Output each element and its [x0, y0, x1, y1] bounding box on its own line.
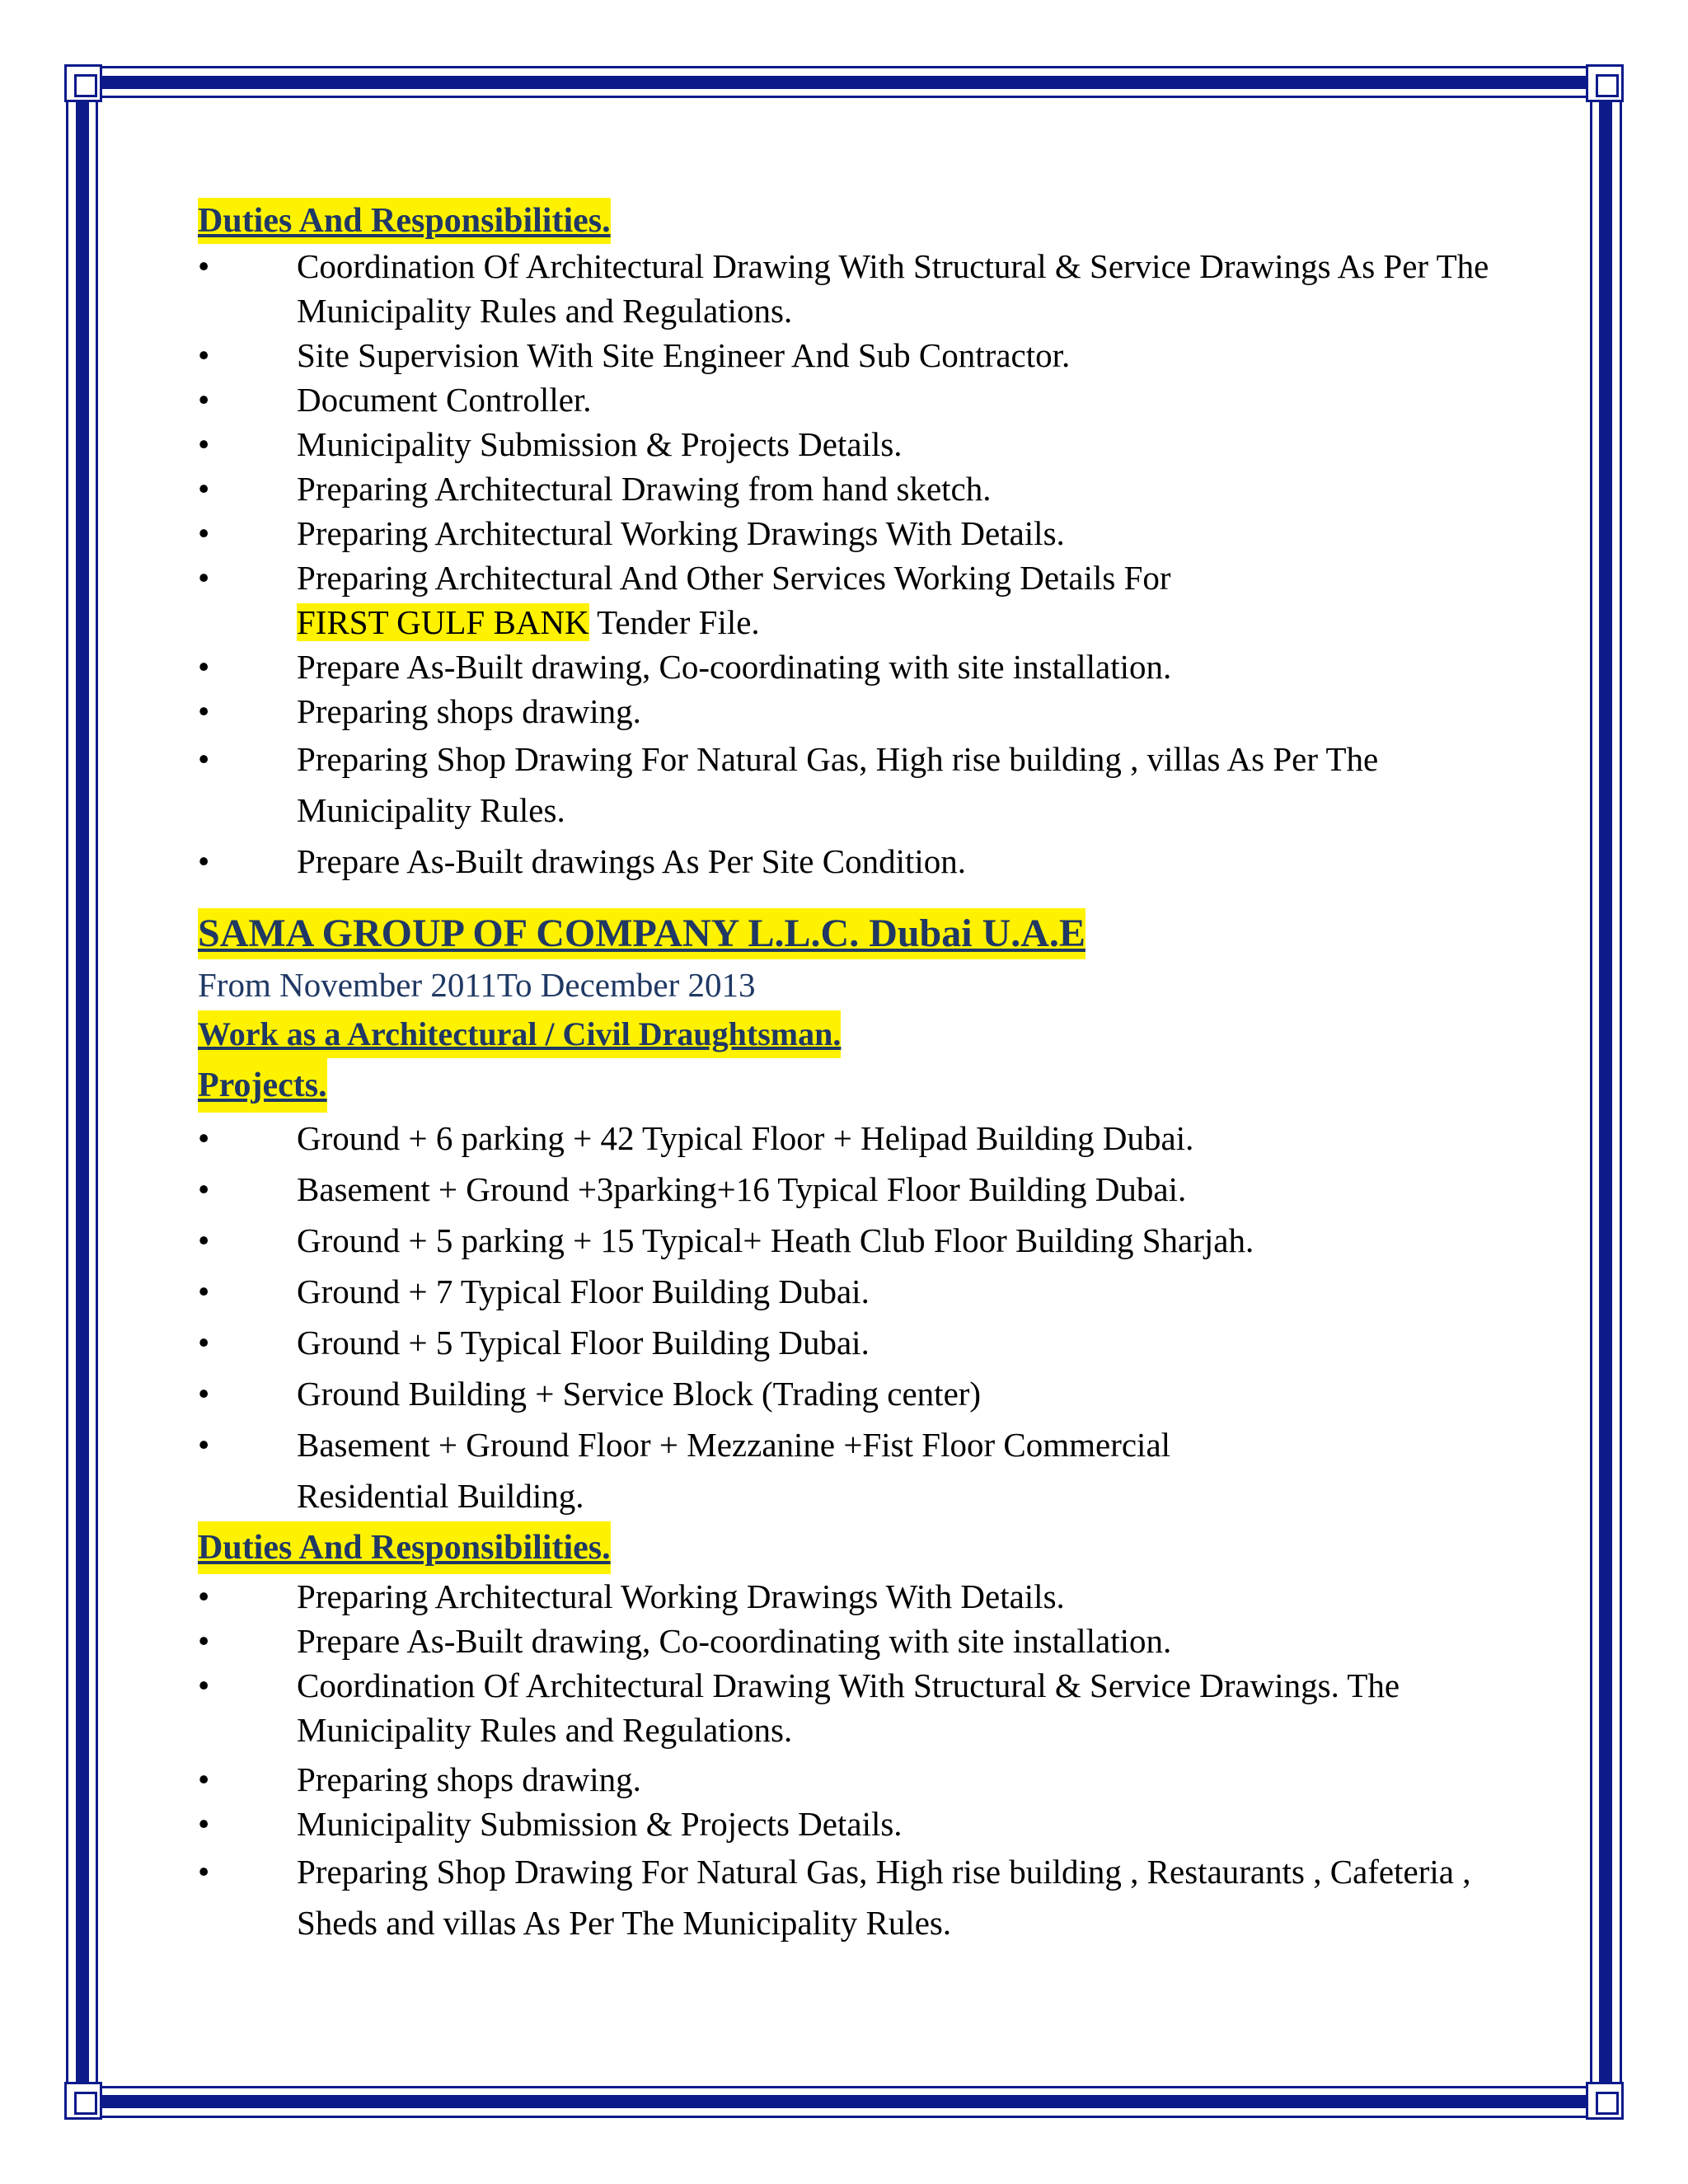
list-item: • Preparing Architectural Drawing from hand sketch. — [198, 466, 1550, 511]
border-corner-ornament — [1586, 2082, 1624, 2120]
list-item: • Preparing Architectural Working Drawings With Details. — [198, 511, 1550, 555]
border-corner-ornament — [64, 2082, 102, 2120]
list-item: • Basement + Ground Floor + Mezzanine +Fist Floor Commercial Residential Building. — [198, 1419, 1550, 1521]
bullet: • — [198, 1666, 210, 1704]
bullet: • — [198, 381, 210, 419]
projects-list — [198, 1113, 1550, 1521]
bullet: • — [198, 648, 210, 686]
duties-heading — [198, 198, 1550, 244]
list-item: • Ground + 7 Typical Floor Building Dubai. — [198, 1266, 1550, 1317]
bullet: • — [198, 1170, 210, 1208]
border-corner-ornament — [64, 64, 102, 102]
list-item: • Municipality Submission & Projects Details. — [198, 422, 1550, 466]
company-name: SAMA GROUP OF COMPANY L.L.C. Dubai U.A.E — [198, 908, 1085, 959]
bullet: • — [198, 1853, 210, 1891]
bullet: • — [198, 740, 210, 778]
document-body — [198, 198, 1550, 1948]
section-heading: Duties And Responsibilities. — [198, 1521, 611, 1574]
bullet: • — [198, 1577, 210, 1615]
bullet: • — [198, 1622, 210, 1660]
list-item: • Basement + Ground +3parking+16 Typical Floor Building Dubai. — [198, 1164, 1550, 1215]
list-item: • Ground + 6 parking + 42 Typical Floor + Helipad Building Dubai. — [198, 1113, 1550, 1164]
bullet: • — [198, 470, 210, 508]
section-heading: Duties And Responsibilities. — [198, 198, 611, 244]
bullet: • — [198, 514, 210, 552]
bullet: • — [198, 1221, 210, 1259]
list-item: • Prepare As-Built drawings As Per Site Condition. — [198, 836, 1550, 887]
list-item: • Preparing Architectural Working Drawings With Details. — [198, 1574, 1550, 1619]
bullet: • — [198, 559, 210, 597]
bullet: • — [198, 425, 210, 463]
bullet: • — [198, 1119, 210, 1157]
highlighted-client-name: FIRST GULF BANK — [297, 603, 589, 641]
employment-period: From November 2011To December 2013 — [198, 966, 756, 1004]
list-item: • Preparing Architectural And Other Services Working Details For FIRST GULF BANK Tender File. — [198, 555, 1550, 644]
bullet: • — [198, 1760, 210, 1798]
bullet: • — [198, 1272, 210, 1310]
bullet: • — [198, 1375, 210, 1413]
list-item: • Preparing Shop Drawing For Natural Gas, High rise building , Restaurants , Cafeteria , Sheds and villas As Per The Municipality Rules. — [198, 1846, 1550, 1948]
duties-list — [198, 244, 1550, 887]
list-item: • Preparing Shop Drawing For Natural Gas, High rise building , villas As Per The Municipality Rules. — [198, 733, 1550, 836]
projects-heading: Projects. — [198, 1058, 327, 1113]
list-item: • Preparing shops drawing. — [198, 689, 1550, 733]
role-line — [198, 1010, 1550, 1058]
job-role: Work as a Architectural / Civil Draughtsman. — [198, 1010, 841, 1058]
border-corner-ornament — [1586, 64, 1624, 102]
duties-list-2 — [198, 1574, 1550, 1948]
bullet: • — [198, 842, 210, 880]
list-item: • Ground Building + Service Block (Trading center) — [198, 1368, 1550, 1419]
list-item: • Municipality Submission & Projects Details. — [198, 1802, 1550, 1846]
bullet: • — [198, 247, 210, 285]
list-item: • Coordination Of Architectural Drawing With Structural & Service Drawings As Per The Municipality Rules and Regulations. — [198, 244, 1550, 333]
duties-heading-2-line — [198, 1521, 1550, 1574]
list-item: • Prepare As-Built drawing, Co-coordinating with site installation. — [198, 1619, 1550, 1663]
bullet: • — [198, 1426, 210, 1464]
list-item: • Coordination Of Architectural Drawing With Structural & Service Drawings. The Municipality Rules and Regulations. — [198, 1663, 1550, 1752]
bullet: • — [198, 1805, 210, 1843]
list-item: • Ground + 5 Typical Floor Building Dubai. — [198, 1317, 1550, 1368]
list-item: • Site Supervision With Site Engineer And Sub Contractor. — [198, 333, 1550, 377]
bullet: • — [198, 1324, 210, 1361]
company-heading — [198, 908, 1550, 959]
bullet: • — [198, 692, 210, 730]
list-item: • Document Controller. — [198, 377, 1550, 422]
bullet: • — [198, 336, 210, 374]
list-item: • Preparing shops drawing. — [198, 1757, 1550, 1802]
list-item: • Prepare As-Built drawing, Co-coordinating with site installation. — [198, 644, 1550, 689]
list-item: • Ground + 5 parking + 15 Typical+ Heath Club Floor Building Sharjah. — [198, 1215, 1550, 1266]
projects-heading-line — [198, 1058, 1550, 1113]
